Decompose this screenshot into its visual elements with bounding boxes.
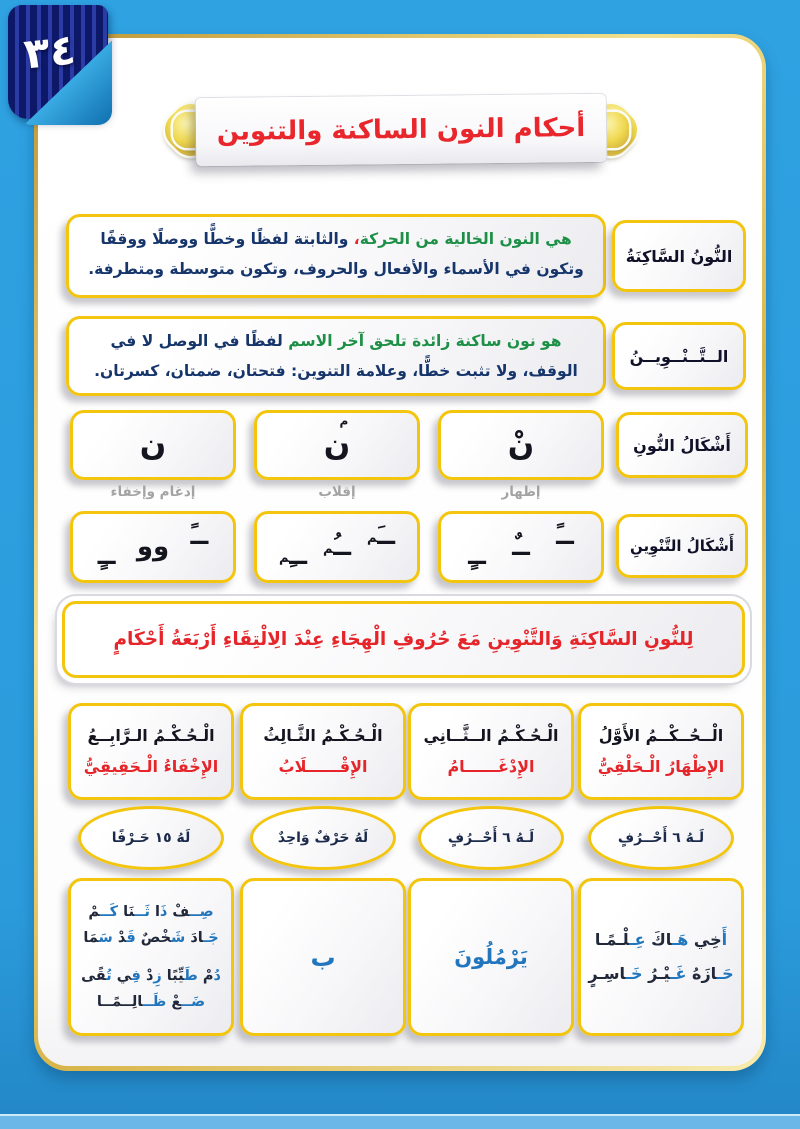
definition-tanween-box	[66, 316, 606, 396]
page-bottom-edge	[0, 1114, 800, 1129]
tanween-izhar-marks: ــً ــٌ ــٍ	[468, 521, 574, 571]
rule-1-ordinal: الْــحُــكْــمُ الأَوَّلُ	[598, 726, 724, 746]
tanween-form-izhar-box	[438, 511, 604, 583]
page-number: ٣٤	[21, 24, 78, 79]
small-meem-mark: م	[339, 414, 349, 428]
rule-4-name: الإِخْفَاءُ الْـحَقِيقِيُّ	[83, 756, 219, 776]
caption-iqlab: إقلاب	[318, 484, 356, 500]
definition-noon-sakinah-text: هي النون الخالية من الحركة، والثابتة لفظًا وخطًّا ووصلًا ووقفًا وتكون في الأسماء والأفعال والحروف، وتكون متوسطة ومتطرفة.	[88, 230, 584, 279]
noon-form-idgham-ikhfa-box	[70, 410, 236, 480]
rule-1-letter-count: لَـهُ ٦ أَحْــرُفٍ	[588, 806, 734, 870]
rule-4-letter-count: لَهُ ١٥ حَـرْفًا	[78, 806, 224, 870]
noon-izhar-glyph: نْ	[507, 427, 535, 463]
tanween-iqlab-marks: ــَم ــُم ــِم	[279, 521, 395, 571]
rule-1-mnemonic: أَخِي هَـاكَ عِـلْـمًـا حَـازَهُ غَـيْـرُ خَـاسِـرٍ	[578, 878, 744, 1036]
title-banner	[170, 94, 632, 166]
rule-2-ordinal: الْـحُـكْـمُ الــثَّــانِي	[423, 726, 559, 746]
rule-2-name: الإِدْغَــــــامُ	[447, 756, 535, 776]
rule-3-mnemonic: ب	[240, 878, 406, 1036]
title-bar	[196, 94, 607, 166]
four-rules-banner	[62, 601, 745, 678]
rule-1-izhar-header	[578, 703, 744, 800]
four-rules-banner-text: لِلنُّونِ السَّاكِنَةِ وَالتَّنْوِينِ مَعَ حُرُوفِ الْهِجَاءِ عِنْدَ الِالْتِقَاءِ أَرْبَعَةُ أَحْكَامٍ	[113, 628, 694, 650]
definition-tanween-text: هو نون ساكنة زائدة تلحق آخر الاسم لفظًا في الوصل لا في الوقف، ولا تثبت خطًّا، وعلامة التنوين: فتحتان، ضمتان، كسرتان.	[94, 332, 578, 381]
rule-2-idgham-header	[408, 703, 574, 800]
noon-idgham-glyph: ن	[139, 427, 167, 463]
rule-2-letter-count: لَـهُ ٦ أَحْــرُفٍ	[418, 806, 564, 870]
rule-4-ikhfa-header	[68, 703, 234, 800]
tanween-form-iqlab-box	[254, 511, 420, 583]
noon-iqlab-glyph: ن م	[323, 414, 351, 463]
noon-form-izhar-box	[438, 410, 604, 480]
label-tanween	[612, 322, 746, 390]
label-noon-sakinah-text: النُّونُ السَّاكِنَةُ	[625, 246, 733, 266]
definition-noon-sakinah-box	[66, 214, 606, 298]
label-tanween-text: الــتَّــنْــوِيــنُ	[629, 346, 729, 366]
rule-3-letter-count: لَهُ حَرْفٌ وَاحِدٌ	[250, 806, 396, 870]
tanween-form-idgham-ikhfa-box	[70, 511, 236, 583]
label-noon-forms	[616, 412, 748, 478]
page-number-ribbon	[8, 5, 108, 119]
page-title: أحكام النون الساكنة والتنوين	[216, 113, 586, 147]
tanween-idgham-marks: ــً وو ــٍ	[97, 521, 209, 571]
rule-3-name: الإِقْــــــلَابُ	[278, 756, 368, 776]
rule-4-ordinal: الْـحُـكْـمُ الـرَّابِــعُ	[87, 726, 215, 746]
caption-izhar: إظهار	[501, 484, 541, 500]
rule-3-iqlab-header	[240, 703, 406, 800]
label-tanween-forms-text: أَشْكَالُ التَّنْوِينِ	[629, 537, 735, 555]
rule-2-mnemonic: يَرْمُلُونَ	[408, 878, 574, 1036]
label-noon-sakinah	[612, 220, 746, 292]
noon-form-iqlab-box	[254, 410, 420, 480]
rule-3-ordinal: الْـحُـكْـمُ الثَّـالِثُ	[263, 726, 383, 746]
rule-4-mnemonic: صِــفْ ذَا ثَــنَا كَــمْ جَـادَ شَخْصٌ قَدْ سَمَا دُمْ طَيِّبًا زِدْ فِي تُقًى ضَــعْ ظَــالِــمًــا	[68, 878, 234, 1036]
caption-idgham-ikhfa: إدغام وإخفاء	[110, 484, 196, 500]
rule-1-name: الإِظْهَارُ الْـحَلْقِيُّ	[597, 756, 725, 776]
label-tanween-forms	[616, 514, 748, 578]
label-noon-forms-text: أَشْكَالُ النُّونِ	[633, 435, 731, 455]
